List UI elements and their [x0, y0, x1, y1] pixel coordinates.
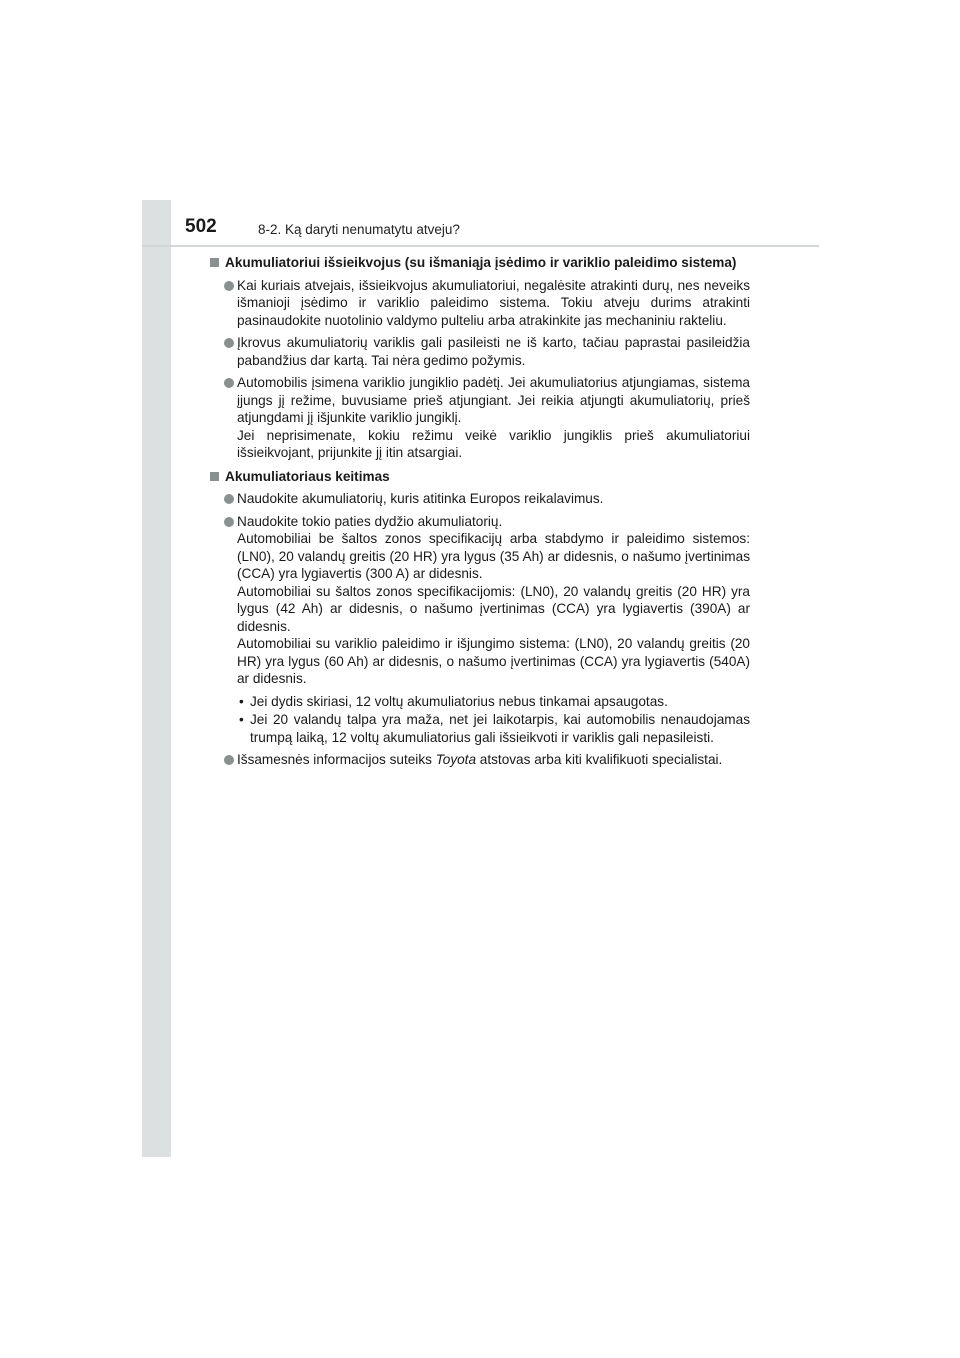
list-item: Įkrovus akumuliatorių variklis gali pasileisti ne iš karto, tačiau paprastai pasileidžia pabandžius dar kartą. Tai nėra gedimo požymis. [210, 334, 750, 369]
list-item: Naudokite tokio paties dydžio akumuliatorių. Automobiliai be šaltos zonos specifikacijų arba stabdymo ir paleidimo sistemos: (LN0), 20 valandų greitis (20 HR) yra lygus (35 Ah) ar didesnis, o našumo įvertinimas (CCA) yra lygiavertis (300 A) ar didesnis. Automobiliai su šaltos zonos specifikacijomis: (LN0), 20 valandų greitis (20 HR) yra lygus (42 Ah) ar didesnis, o našumo įvertinimas (CCA) yra lygiavertis (390A) ar didesnis. Automobiliai su variklio paleidimo ir išjungimo sistema: (LN0), 20 valandų greitis (20 HR) yra lygus (60 Ah) ar didesnis, o našumo įvertinimas (CCA) yra lygiavertis (540A) ar didesnis. [210, 513, 750, 688]
list-item: Automobilis įsimena variklio jungiklio padėtį. Jei akumuliatorius atjungiamas, sistema įjungs jį režime, buvusiame prieš atjungiant. Jei reikia atjungti akumuliatorių, prieš atjungdami jį išjunkite variklio jungiklį. Jei neprisimenate, kokiu režimu veikė variklio jungiklis prieš akumuliatoriui išsieikvojant, prijunkite jį itin atsargiai. [210, 374, 750, 462]
sub-bullet-item: • Jei 20 valandų talpa yra maža, net jei laikotarpis, kai automobilis nenaudojamas trumpą laiką, 12 voltų akumuliatorius gali išsieikvoti ir variklis gali nepasileisti. [239, 712, 750, 745]
dot-bullet-icon: • [239, 712, 244, 727]
circle-bullet-icon [224, 755, 234, 765]
list-item: Naudokite akumuliatorių, kuris atitinka Europos reikalavimus. [210, 490, 750, 508]
square-bullet-icon [210, 258, 219, 267]
header-rule [142, 245, 819, 247]
section-title: 8-2. Ką daryti nenumatytu atveju? [258, 222, 460, 237]
brand-name: Toyota [435, 752, 477, 767]
section-heading-battery-discharged: Akumuliatoriui išsieikvojus (su išmaniąja įsėdimo ir variklio paleidimo sistema) [210, 254, 750, 272]
page-number: 502 [185, 216, 217, 237]
list-item: Kai kuriais atvejais, išsieikvojus akumuliatoriui, negalėsite atrakinti durų, nes neveiks išmanioji įsėdimo ir variklio paleidimo sistema. Tokiu atveju durims atrakinti pasinaudokite nuotolinio valdymo pulteliu arba atrakinkite jas mechaniniu rakteliu. [210, 277, 750, 330]
side-tab [142, 200, 171, 1157]
square-bullet-icon [210, 472, 219, 481]
dot-bullet-icon: • [239, 693, 244, 709]
circle-bullet-icon [224, 378, 234, 388]
list-item: Išsamesnės informacijos suteiks Toyota atstovas arba kiti kvalifikuoti specialistai. [210, 751, 750, 769]
circle-bullet-icon [224, 338, 234, 348]
circle-bullet-icon [224, 494, 234, 504]
section-heading-battery-replacement: Akumuliatoriaus keitimas [210, 468, 750, 486]
sub-bullet-item: • Jei dydis skiriasi, 12 voltų akumuliatorius nebus tinkamai apsaugotas. [239, 693, 668, 709]
circle-bullet-icon [224, 517, 234, 527]
page-content [210, 254, 750, 774]
circle-bullet-icon [224, 281, 234, 291]
